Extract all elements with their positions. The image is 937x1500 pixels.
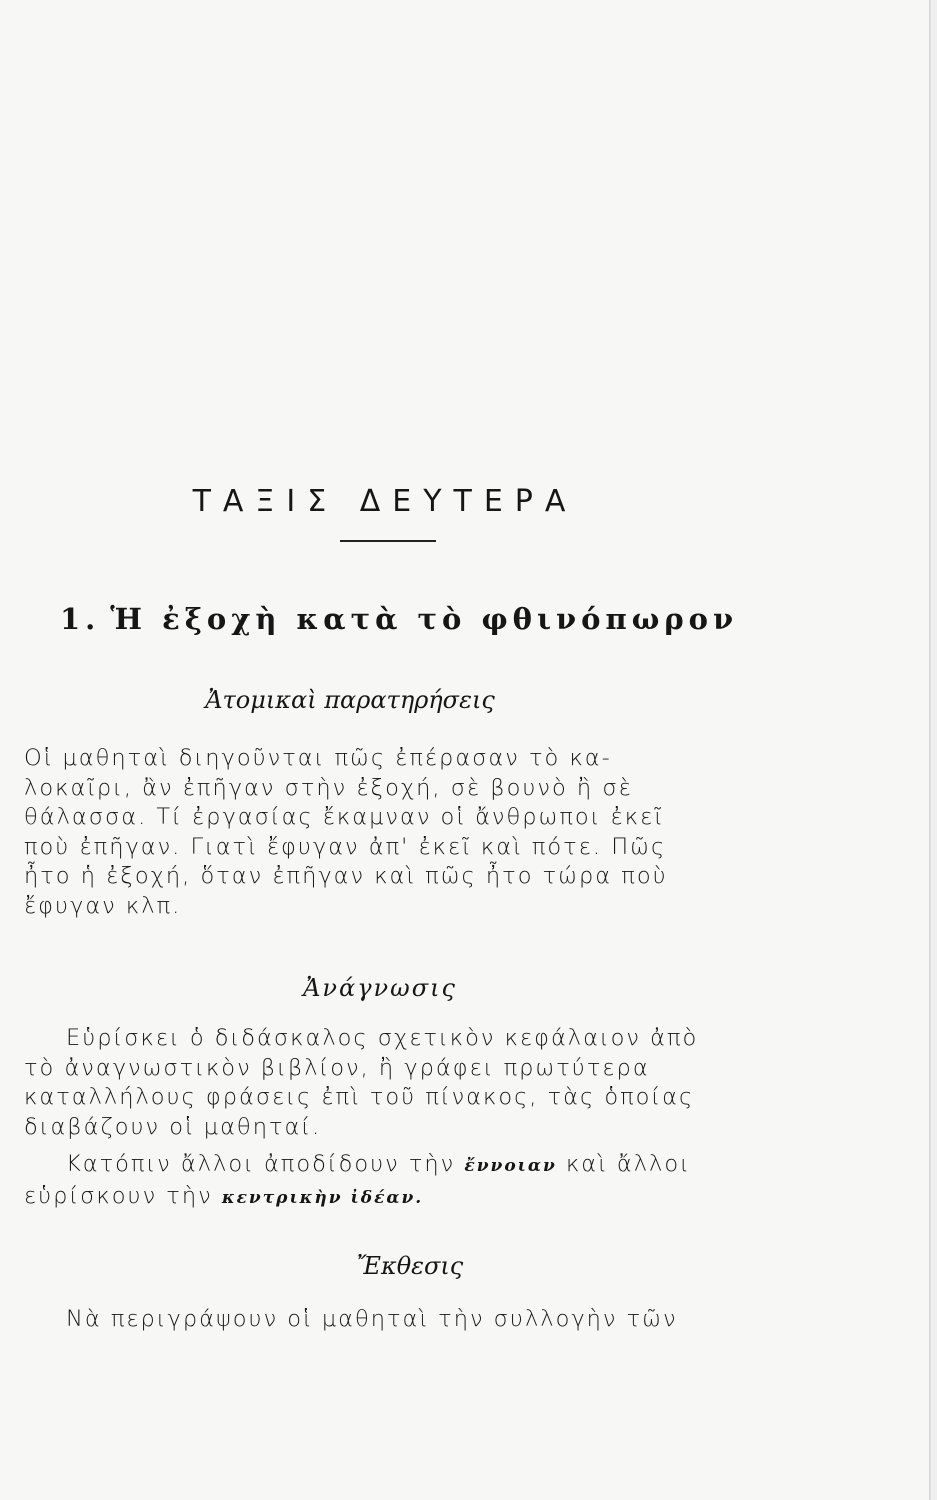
observations-line: ἔφυγαν κλπ.	[24, 892, 182, 919]
exposition-line: Νὰ περιγράψουν οἱ μαθηταὶ τὴν συλλογὴν τῶν	[66, 1306, 678, 1332]
observations-line: ἦτο ἡ ἐξοχή, ὅταν ἐπῆγαν καὶ πῶς ἦτο τώρα ποὺ	[24, 863, 668, 889]
lesson-title	[60, 602, 738, 636]
term-ennoian: ἔννοιαν	[464, 1156, 557, 1176]
lesson-title-text: Ἡ ἐξοχὴ κατὰ τὸ φθινόπωρον	[110, 602, 739, 636]
observations-line: ποὺ ἐπῆγαν. Γιατὶ ἔφυγαν ἀπ' ἐκεῖ καὶ πότε. Πῶς	[24, 833, 667, 860]
page-edge	[929, 0, 931, 1500]
reading-line	[24, 1150, 758, 1182]
reading-paragraph-2	[24, 1150, 758, 1213]
reading-line: καταλλήλους φράσεις ἐπὶ τοῦ πίνακος, τὰς ὁποίας	[24, 1084, 695, 1110]
reading-line: Εὑρίσκει ὁ διδάσκαλος σχετικὸν κεφάλαιον ἀπὸ	[66, 1025, 699, 1051]
reading-line: διαβάζουν οἱ μαθηταί.	[24, 1113, 322, 1140]
observations-paragraph	[24, 744, 758, 921]
page-shadow	[931, 0, 937, 1500]
exposition-paragraph	[24, 1305, 758, 1335]
reading-line: τὸ ἀναγνωστικὸν βιβλίον, ἢ γράφει πρωτύτερα	[24, 1054, 650, 1081]
exposition-heading: Ἔκθεσις	[356, 1252, 464, 1280]
reading-line-pre: εὑρίσκουν τὴν	[24, 1182, 213, 1209]
observations-heading: Ἀτομικαὶ παρατηρήσεις	[205, 686, 495, 714]
class-heading: ΤΑΞΙΣ ΔΕΥΤΕΡΑ	[192, 484, 578, 519]
reading-line-post: καὶ ἄλλοι	[565, 1151, 691, 1177]
observations-line: θάλασσα. Τί ἐργασίας ἔκαμναν οἱ ἄνθρωποι ἐκεῖ	[24, 804, 664, 830]
heading-rule	[340, 540, 436, 542]
reading-heading: Ἀνάγνωσις	[303, 974, 457, 1002]
observations-line: Οἱ μαθηταὶ διηγοῦνται πῶς ἐπέρασαν τὸ κα-	[24, 745, 612, 771]
reading-line-pre: Κατόπιν ἄλλοι ἀποδίδουν τὴν	[66, 1151, 456, 1177]
reading-line	[24, 1182, 758, 1214]
observations-line: λοκαῖρι, ἂν ἐπῆγαν στὴν ἐξοχή, σὲ βουνὸ ἢ σὲ	[24, 774, 633, 801]
lesson-number: 1.	[60, 602, 101, 636]
term-kentrikin-idean: κεντρικὴν ἰδέαν.	[221, 1187, 424, 1208]
reading-paragraph-1	[24, 1024, 758, 1142]
